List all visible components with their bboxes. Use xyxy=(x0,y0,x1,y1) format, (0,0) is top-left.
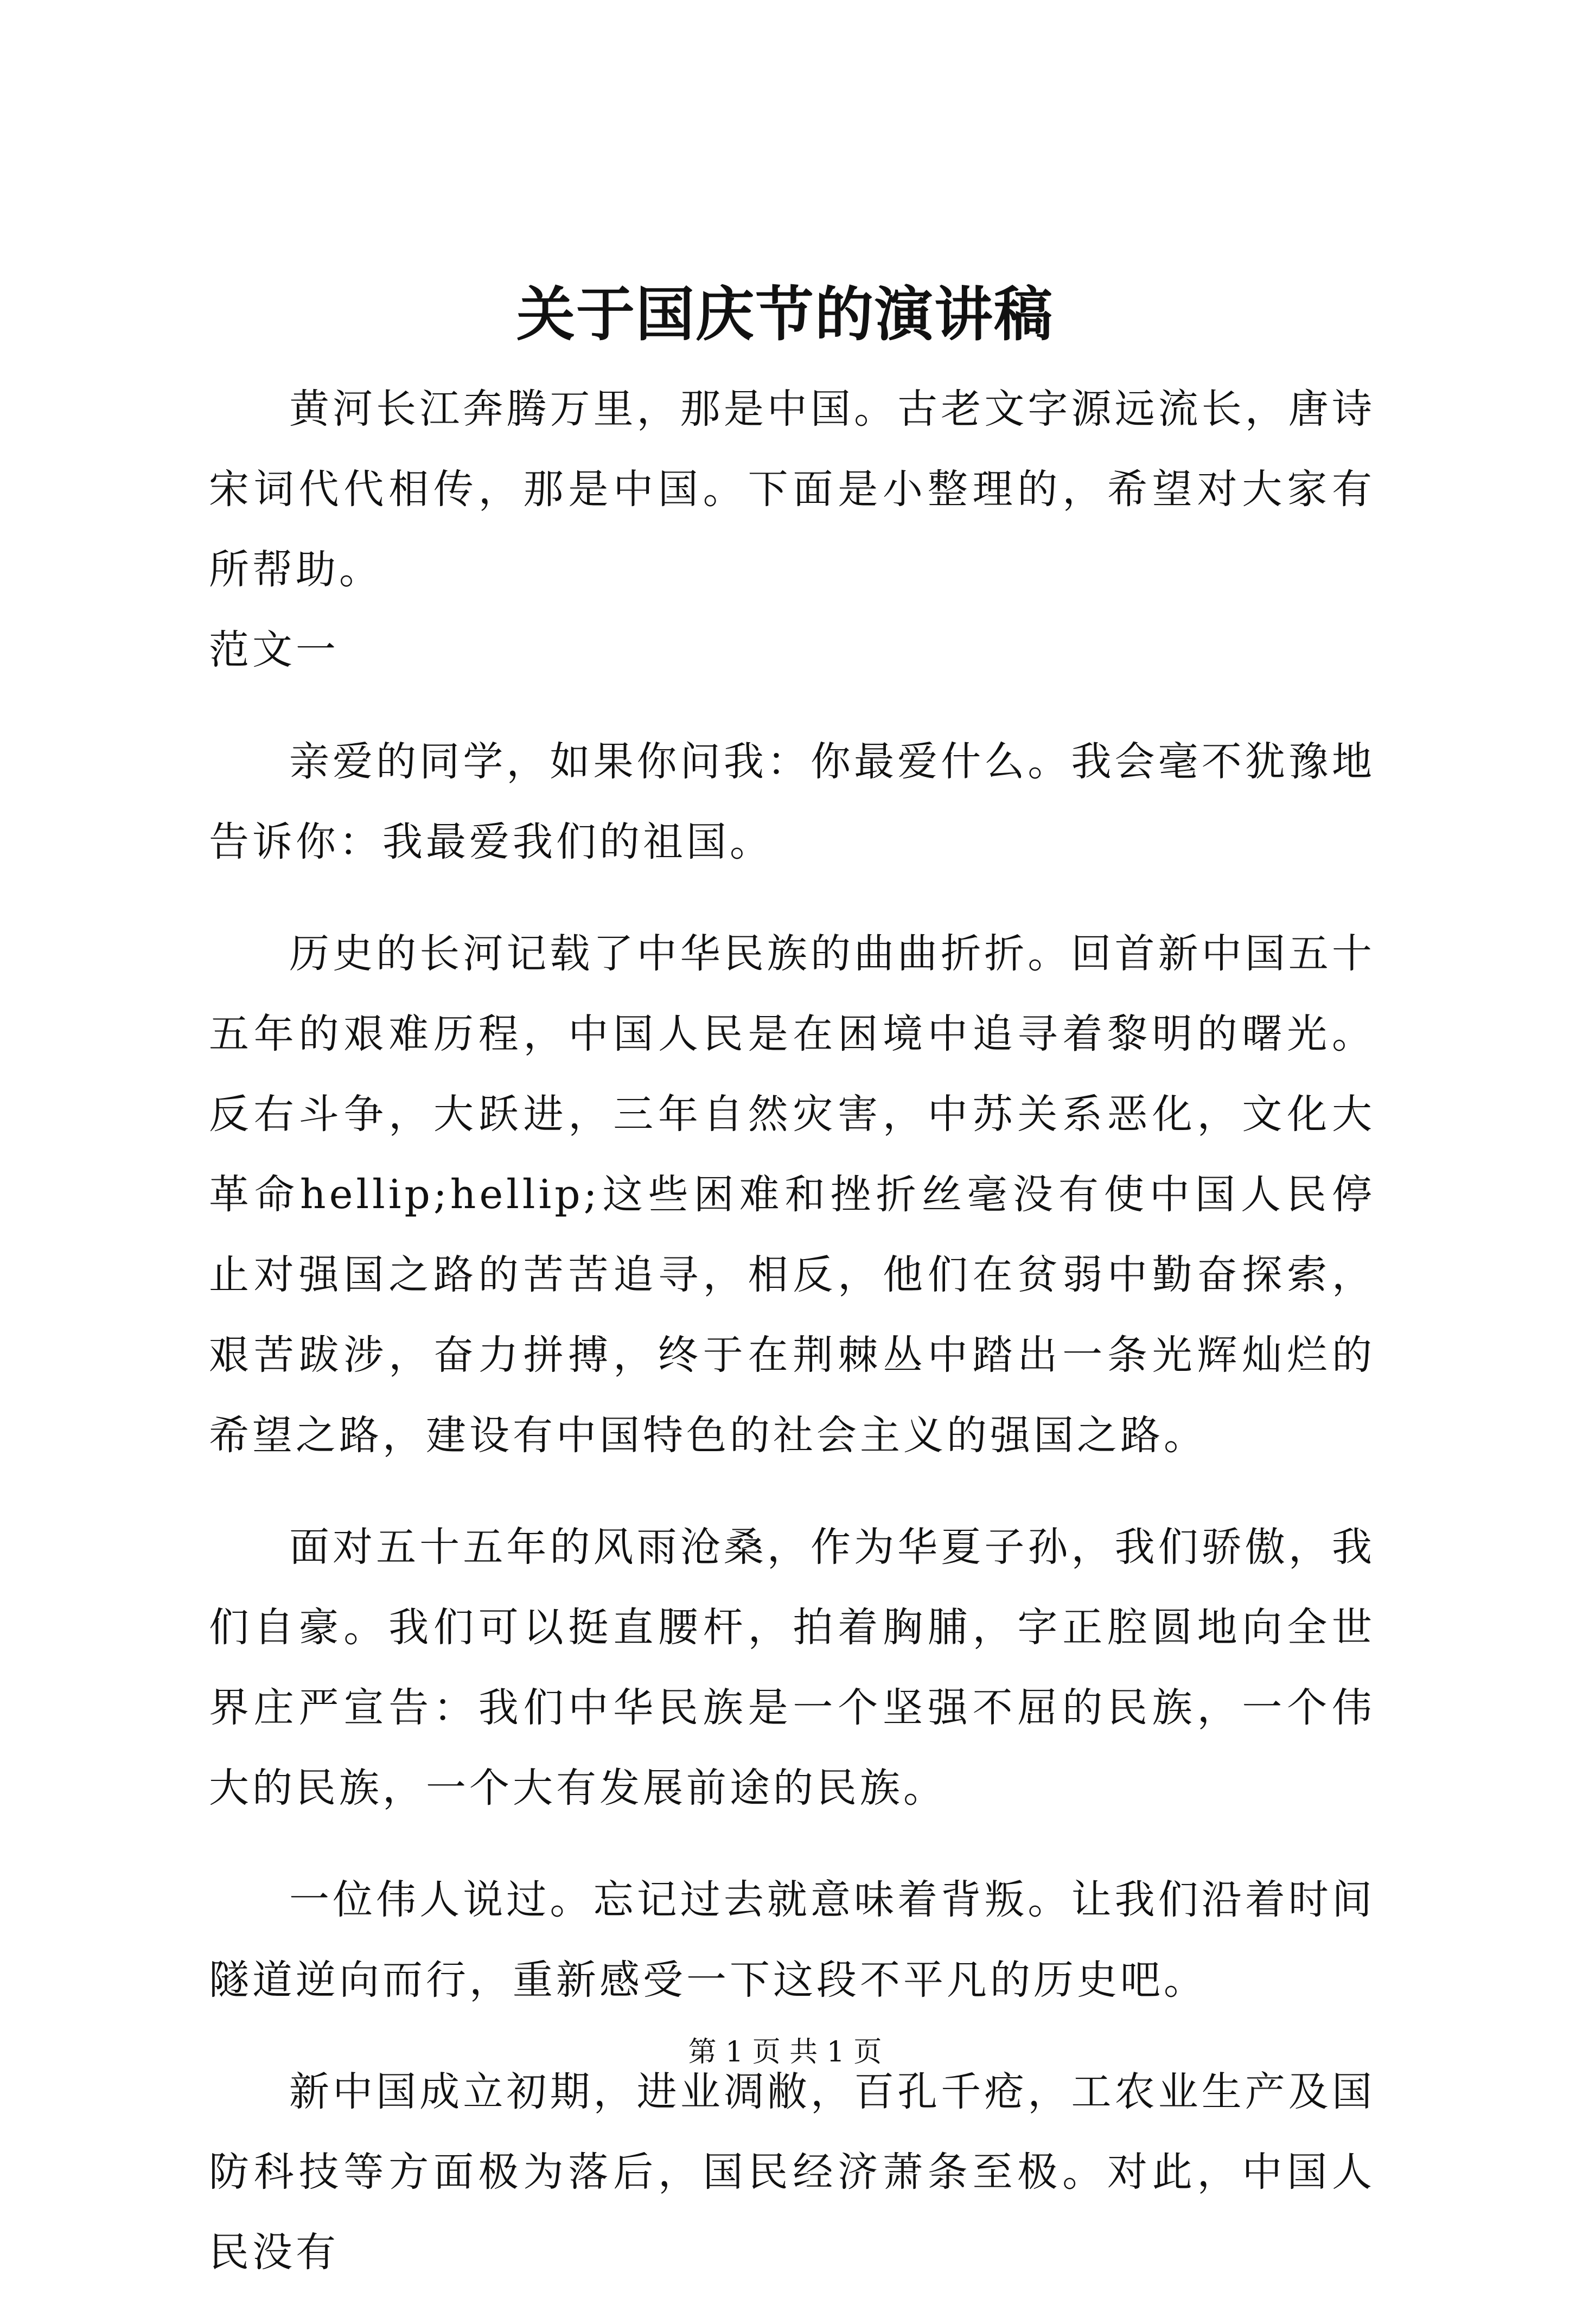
document-title: 关于国庆节的演讲稿 xyxy=(516,280,1054,349)
page-number-footer: 第 1 页 共 1 页 xyxy=(688,2036,882,2068)
paragraph: 一位伟人说过。忘记过去就意味着背叛。让我们沿着时间隧道逆向而行，重新感受一下这段不平凡的历史吧。 xyxy=(209,1876,1375,2003)
document-body xyxy=(209,369,1375,2324)
paragraph-intro: 黄河长江奔腾万里，那是中国。古老文字源远流长，唐诗宋词代代相传，那是中国。下面是小整理的，希望对大家有所帮助。 xyxy=(209,386,1375,593)
paragraph: 历史的长河记载了中华民族的曲曲折折。回首新中国五十五年的艰难历程，中国人民是在困境中追寻着黎明的曙光。反右斗争，大跃进，三年自然灾害，中苏关系恶化，文化大革命hellip;hellip;这些困难和挫折丝毫没有使中国人民停止对强国之路的苦苦追寻，相反，他们在贫弱中勤奋探索，艰苦跋涉，奋力拼搏，终于在荆棘丛中踏出一条光辉灿烂的希望之路，建设有中国特色的社会主义的强国之路。 xyxy=(209,930,1375,1459)
paragraph: 面对五十五年的风雨沧桑，作为华夏子孙，我们骄傲，我们自豪。我们可以挺直腰杆，拍着胸脯，字正腔圆地向全世界庄严宣告：我们中华民族是一个坚强不屈的民族，一个伟大的民族，一个大有发展前途的民族。 xyxy=(209,1524,1375,1811)
section-label: 范文一 xyxy=(209,627,339,673)
paragraph: 新中国成立初期，进业凋敝，百孔千疮，工农业生产及国防科技等方面极为落后，国民经济萧条至极。对此，中国人民没有 xyxy=(209,2068,1375,2276)
paragraph: 亲爱的同学，如果你问我：你最爱什么。我会毫不犹豫地告诉你：我最爱我们的祖国。 xyxy=(209,738,1375,865)
